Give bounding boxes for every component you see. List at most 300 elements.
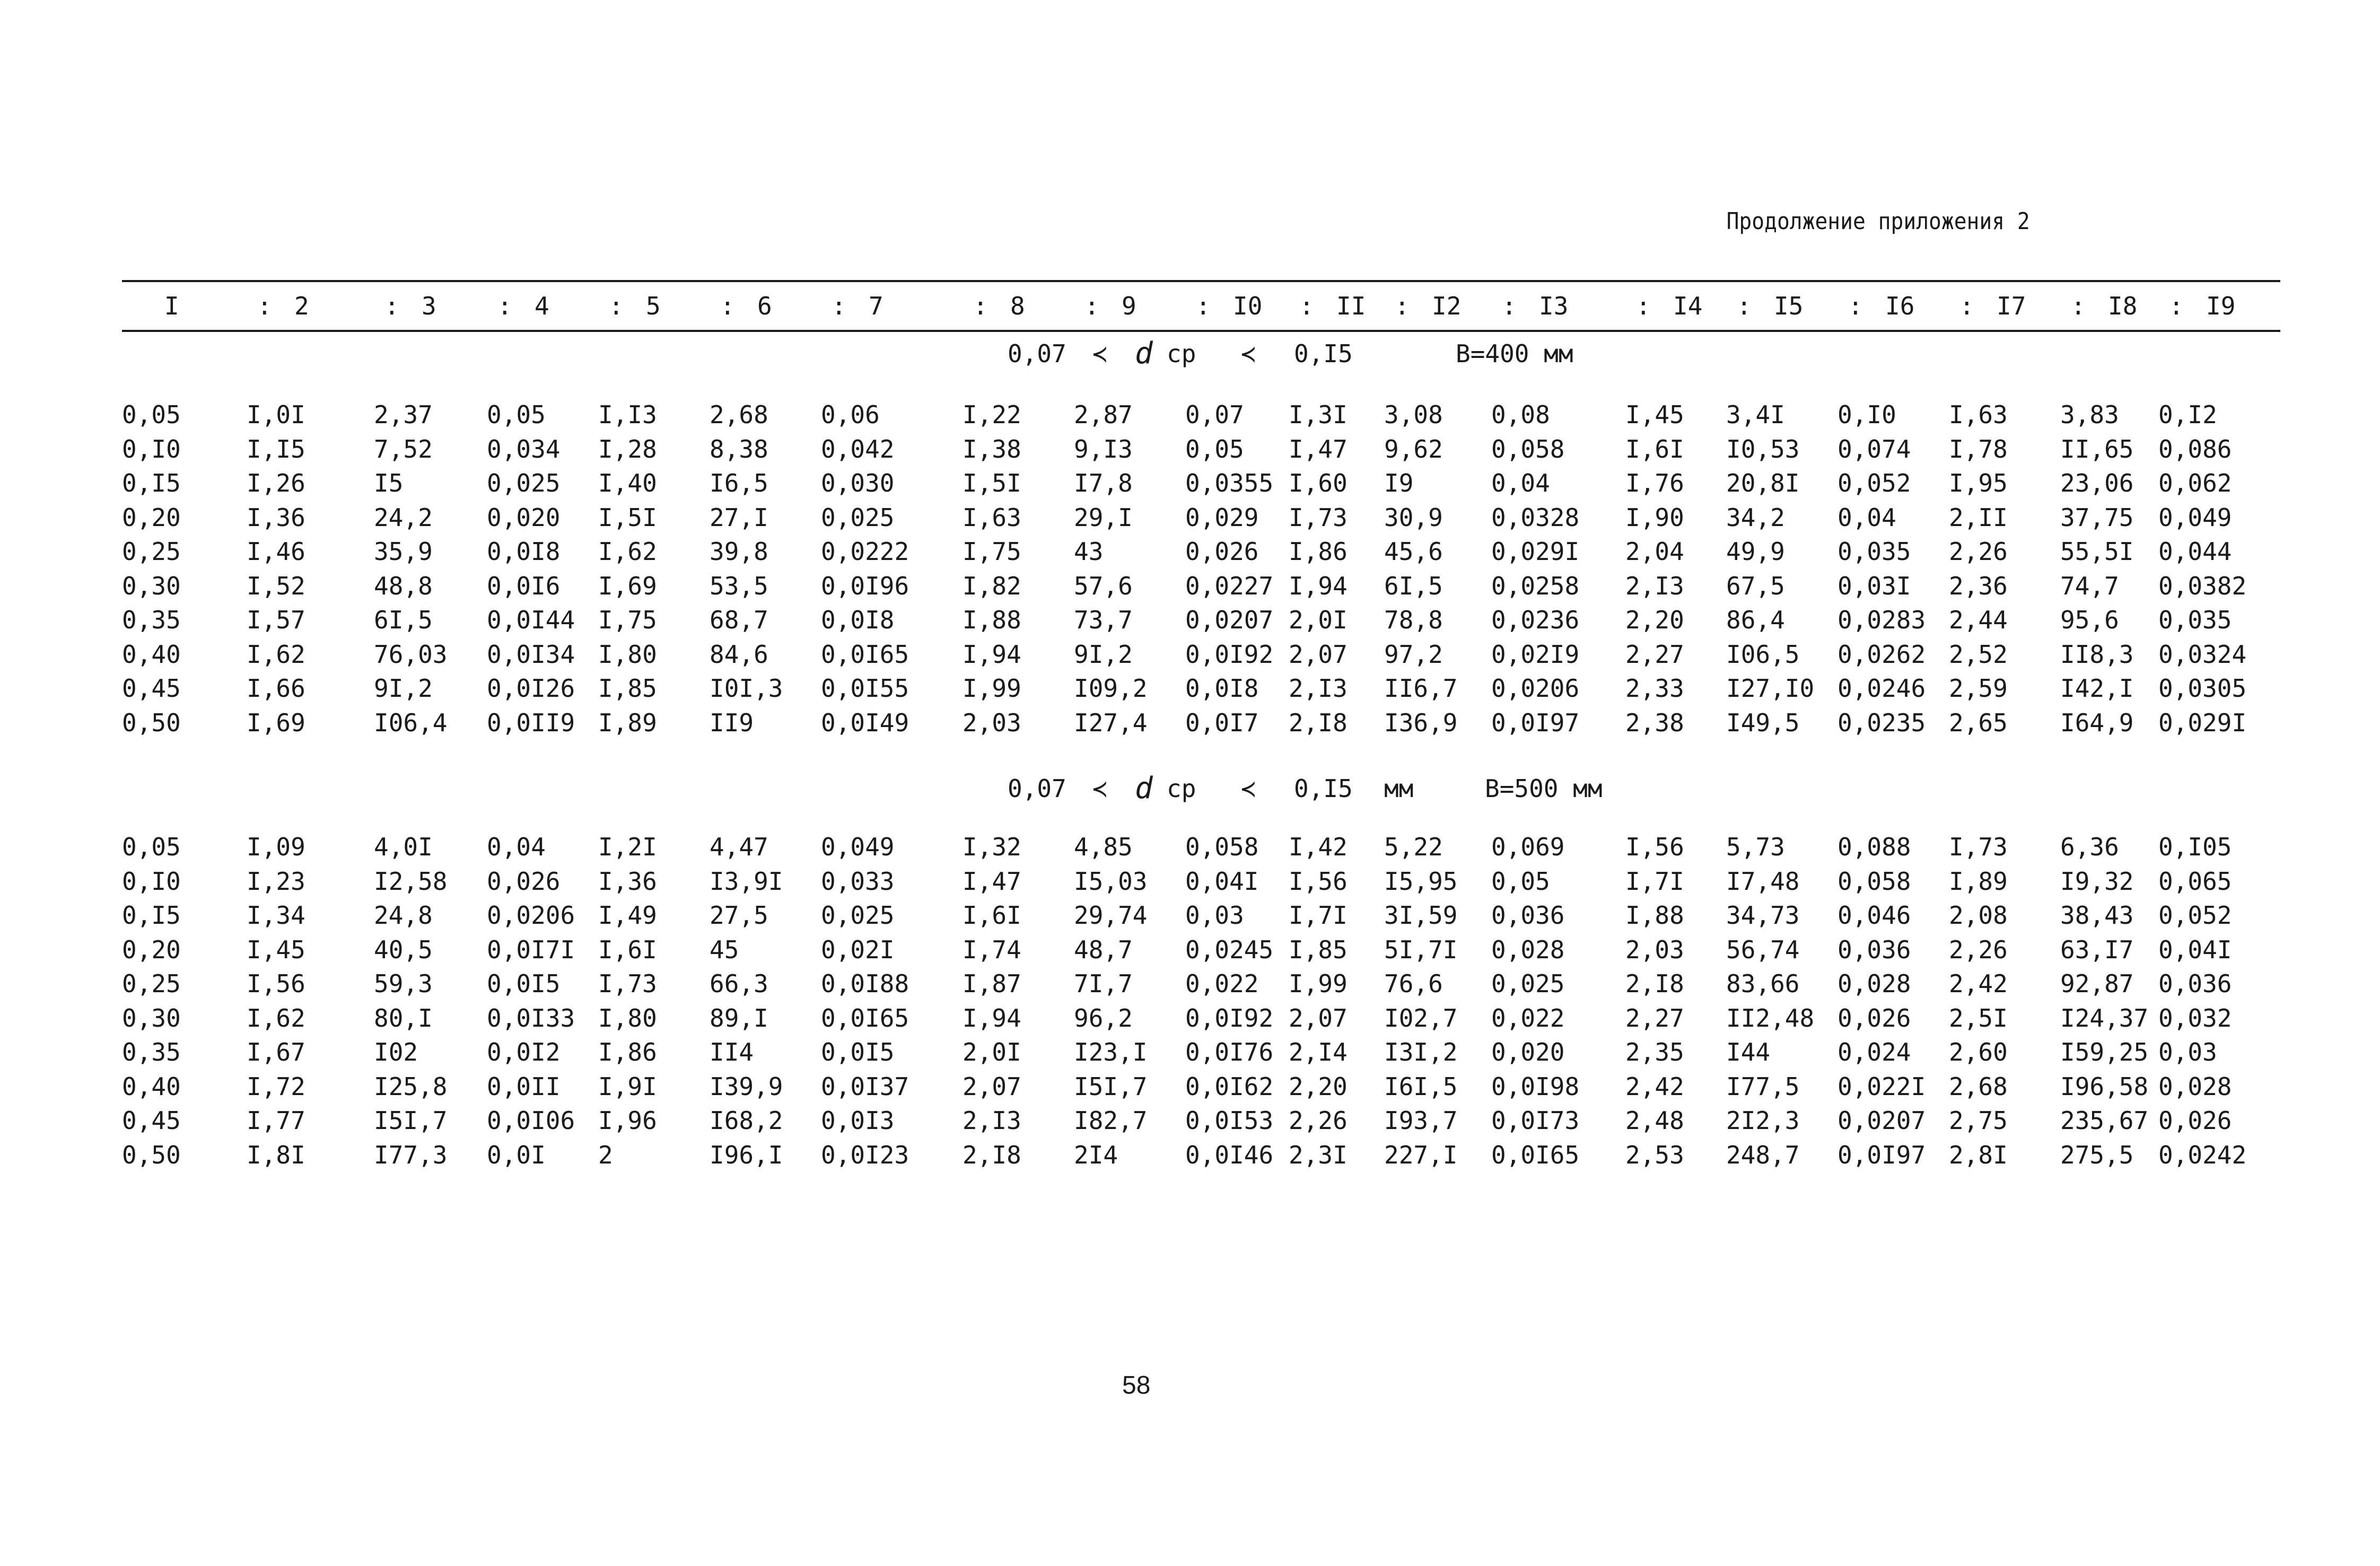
range-high: 0,I5 (1294, 339, 1353, 368)
table-cell: I5I,7 (1074, 1072, 1148, 1101)
table-cell: I3I,2 (1384, 1038, 1458, 1066)
table-row (0, 1001, 2380, 1035)
table-cell: I,99 (1289, 969, 1348, 998)
table-cell: 0,0I2 (487, 1038, 561, 1066)
table-cell: 0,020 (487, 503, 561, 532)
table-cell: 63,I7 (2060, 935, 2134, 964)
table-cell: 40,5 (374, 935, 433, 964)
table-row (0, 637, 2380, 671)
table-cell: 2,27 (1625, 640, 1684, 669)
table-cell: I0I,3 (710, 674, 783, 703)
table-row (0, 432, 2380, 466)
table-cell: I,69 (598, 571, 657, 600)
table-cell: 2,26 (1949, 537, 2008, 566)
table-cell: 7I,7 (1074, 969, 1133, 998)
table-cell: I,I5 (247, 434, 305, 463)
table-cell: I23,I (1074, 1038, 1148, 1066)
table-cell: 2,07 (1289, 1003, 1348, 1033)
table-cell: I,80 (598, 1003, 657, 1033)
table-cell: I27,4 (1074, 708, 1148, 737)
table-cell: I,57 (247, 606, 305, 634)
table-cell: I9,32 (2060, 867, 2134, 896)
table-cell: 0,0258 (1491, 571, 1580, 600)
table-cell: 0,0I53 (1185, 1106, 1274, 1135)
column-header-1: I (164, 292, 179, 320)
table-cell: 0,0I5 (487, 969, 561, 998)
table-cell: 2,I4 (1289, 1038, 1348, 1066)
table-row (0, 898, 2380, 932)
b-label: B=400 мм (1456, 339, 1573, 368)
column-header-row (122, 280, 2280, 332)
table-cell: 0,035 (2158, 606, 2232, 634)
table-cell: 9I,2 (1074, 640, 1133, 669)
table-cell: 0,20 (122, 503, 181, 532)
column-header-10: I0 (1233, 292, 1263, 320)
table-cell: 0,035 (1838, 537, 1911, 566)
table-cell: I,80 (598, 640, 657, 669)
table-cell: 68,7 (710, 606, 768, 634)
table-cell: 2,0I (1289, 606, 1348, 634)
table-cell: 0,30 (122, 1003, 181, 1033)
table-cell: I44 (1726, 1038, 1771, 1066)
table-cell: I,47 (1289, 434, 1348, 463)
table-cell: 0,020 (1491, 1038, 1565, 1066)
table-cell: 2I4 (1074, 1140, 1118, 1169)
table-cell: I5,95 (1384, 867, 1458, 896)
table-cell: 0,058 (1491, 434, 1565, 463)
table-cell: 0,0I8 (1185, 674, 1259, 703)
table-cell: 0,0355 (1185, 469, 1274, 497)
table-cell: 0,03I (1838, 571, 1911, 600)
column-header-14: I4 (1673, 292, 1703, 320)
table-cell: I,22 (962, 400, 1021, 429)
column-separator: : (257, 292, 272, 320)
table-cell: I,I3 (598, 400, 657, 429)
table-cell: 37,75 (2060, 503, 2134, 532)
column-header-3: 3 (422, 292, 436, 320)
table-cell: I,6I (962, 901, 1021, 930)
table-cell: 2,75 (1949, 1106, 2008, 1135)
table-cell: 0,034 (487, 434, 561, 463)
table-cell: I9 (1384, 469, 1414, 497)
table-cell: 0,04I (2158, 935, 2232, 964)
table-cell: I,85 (598, 674, 657, 703)
table-cell: I,75 (962, 537, 1021, 566)
table-cell: 0,05 (1491, 867, 1550, 896)
table-cell: I,94 (962, 640, 1021, 669)
table-cell: 9,62 (1384, 434, 1443, 463)
column-header-19: I9 (2206, 292, 2236, 320)
table-cell: 0,I0 (122, 867, 181, 896)
table-cell: I,89 (1949, 867, 2008, 896)
table-cell: 0,030 (821, 469, 895, 497)
table-cell: 0,086 (2158, 434, 2232, 463)
table-cell: I5 (374, 469, 404, 497)
table-cell: 0,0I34 (487, 640, 575, 669)
table-cell: 2,36 (1949, 571, 2008, 600)
table-cell: 95,6 (2060, 606, 2119, 634)
table-cell: 57,6 (1074, 571, 1133, 600)
table-cell: II6,7 (1384, 674, 1458, 703)
column-separator: : (497, 292, 512, 320)
table-cell: I,2I (598, 833, 657, 861)
table-cell: 0,0207 (1185, 606, 1274, 634)
table-cell: 0,0262 (1838, 640, 1926, 669)
table-cell: 5,73 (1726, 833, 1785, 861)
table-cell: I,28 (598, 434, 657, 463)
table-cell: I64,9 (2060, 708, 2134, 737)
table-cell: I82,7 (1074, 1106, 1148, 1135)
table-cell: 0,I0 (1838, 400, 1896, 429)
table-cell: 0,022I (1838, 1072, 1926, 1101)
table-cell: I2,58 (374, 867, 448, 896)
table-cell: 0,0305 (2158, 674, 2247, 703)
table-cell: 8,38 (710, 434, 768, 463)
table-cell: 45,6 (1384, 537, 1443, 566)
table-cell: 2,0I (962, 1038, 1021, 1066)
table-cell: 0,05 (122, 400, 181, 429)
table-cell: 2,03 (1625, 935, 1684, 964)
table-cell: I,5I (962, 469, 1021, 497)
column-separator: : (1395, 292, 1410, 320)
table-cell: 0,0I6 (487, 571, 561, 600)
table-cell: 0,025 (821, 503, 895, 532)
table-cell: I,88 (962, 606, 1021, 634)
column-separator: : (973, 292, 988, 320)
table-cell: I,09 (247, 833, 305, 861)
table-cell: 76,03 (374, 640, 448, 669)
table-cell: 0,0I65 (821, 1003, 909, 1033)
table-cell: 6I,5 (1384, 571, 1443, 600)
table-cell: 0,08 (1491, 400, 1550, 429)
table-cell: I,87 (962, 969, 1021, 998)
table-cell: I0,53 (1726, 434, 1800, 463)
table-cell: 66,3 (710, 969, 768, 998)
table-cell: 0,05 (487, 400, 546, 429)
table-cell: 2,20 (1625, 606, 1684, 634)
table-cell: 2,I8 (962, 1140, 1021, 1169)
table-cell: 2,68 (710, 400, 768, 429)
table-row (0, 671, 2380, 705)
table-cell: 0,022 (1185, 969, 1259, 998)
table-row (0, 706, 2380, 740)
symbol-d: d (1135, 771, 1153, 806)
table-cell: 67,5 (1726, 571, 1785, 600)
table-cell: 0,I2 (2158, 400, 2217, 429)
table-cell: I,36 (247, 503, 305, 532)
column-header-11: II (1336, 292, 1366, 320)
table-cell: I,26 (247, 469, 305, 497)
table-row (0, 1070, 2380, 1104)
table-cell: I,45 (1625, 400, 1684, 429)
table-cell: 0,036 (1838, 935, 1911, 964)
table-row (0, 1035, 2380, 1069)
table-cell: 0,06 (821, 400, 880, 429)
table-cell: 0,036 (2158, 969, 2232, 998)
column-separator: : (1848, 292, 1863, 320)
table-cell: I3,9I (710, 867, 783, 896)
table-cell: 0,0207 (1838, 1106, 1926, 1135)
table-cell: 0,0I97 (1838, 1140, 1926, 1169)
table-cell: 0,I0 (122, 434, 181, 463)
table-cell: I,88 (1625, 901, 1684, 930)
table-cell: 2,37 (374, 400, 433, 429)
table-cell: 0,052 (1838, 469, 1911, 497)
table-cell: 0,026 (2158, 1106, 2232, 1135)
table-cell: 86,4 (1726, 606, 1785, 634)
table-cell: 97,2 (1384, 640, 1443, 669)
table-row (0, 830, 2380, 864)
table-cell: 0,025 (487, 469, 561, 497)
table-cell: 0,049 (821, 833, 895, 861)
column-header-7: 7 (869, 292, 883, 320)
table-cell: II2,48 (1726, 1003, 1815, 1033)
table-cell: 56,74 (1726, 935, 1800, 964)
table-cell: 0,0382 (2158, 571, 2247, 600)
table-cell: I,0I (247, 400, 305, 429)
table-cell: 0,0I8 (487, 537, 561, 566)
column-separator: : (1299, 292, 1314, 320)
table-cell: 0,025 (821, 901, 895, 930)
table-cell: 0,04 (487, 833, 546, 861)
table-cell: 0,0I8 (821, 606, 895, 634)
table-cell: 0,025 (1491, 969, 1565, 998)
table-cell: 2,42 (1949, 969, 2008, 998)
table-cell: I96,I (710, 1140, 783, 1169)
table-cell: 2,48 (1625, 1106, 1684, 1135)
table-cell: I,62 (247, 640, 305, 669)
table-cell: 0,028 (2158, 1072, 2232, 1101)
table-cell: I,82 (962, 571, 1021, 600)
page-number: 58 (1122, 1371, 1151, 1399)
table-cell: 0,20 (122, 935, 181, 964)
table-cell: I,89 (598, 708, 657, 737)
table-cell: 0,0I37 (821, 1072, 909, 1101)
table-cell: I,77 (247, 1106, 305, 1135)
column-header-12: I2 (1432, 292, 1462, 320)
column-separator: : (1196, 292, 1211, 320)
table-cell: 0,0246 (1838, 674, 1926, 703)
table-cell: 0,0236 (1491, 606, 1580, 634)
table-cell: 2,3I (1289, 1140, 1348, 1169)
table-cell: 96,2 (1074, 1003, 1133, 1033)
range-low: 0,07 (1008, 339, 1066, 368)
table-cell: 73,7 (1074, 606, 1133, 634)
table-cell: 34,73 (1726, 901, 1800, 930)
table-cell: I,40 (598, 469, 657, 497)
table-cell: 0,05 (1185, 434, 1244, 463)
table-cell: I27,I0 (1726, 674, 1815, 703)
less-than-sign: ≺ (1241, 774, 1256, 803)
table-cell: I96,58 (2060, 1072, 2149, 1101)
table-cell: 0,0328 (1491, 503, 1580, 532)
table-cell: I5I,7 (374, 1106, 448, 1135)
table-cell: 30,9 (1384, 503, 1443, 532)
table-cell: 9I,2 (374, 674, 433, 703)
table-cell: 55,5I (2060, 537, 2134, 566)
less-than-sign: ≺ (1241, 339, 1256, 368)
table-cell: 24,8 (374, 901, 433, 930)
column-header-15: I5 (1774, 292, 1804, 320)
table-cell: 0,033 (821, 867, 895, 896)
table-cell: 2,07 (962, 1072, 1021, 1101)
table-cell: 0,0I55 (821, 674, 909, 703)
table-cell: I6,5 (710, 469, 768, 497)
table-cell: I59,25 (2060, 1038, 2149, 1066)
table-cell: 0,0324 (2158, 640, 2247, 669)
table-cell: I,38 (962, 434, 1021, 463)
table-cell: 84,6 (710, 640, 768, 669)
table-cell: I,67 (247, 1038, 305, 1066)
table-cell: 5,22 (1384, 833, 1443, 861)
table-cell: 0,04 (1491, 469, 1550, 497)
column-header-4: 4 (535, 292, 549, 320)
table-cell: I7,8 (1074, 469, 1133, 497)
table-cell: 0,0283 (1838, 606, 1926, 634)
table-cell: I,36 (598, 867, 657, 896)
table-cell: 0,0206 (1491, 674, 1580, 703)
table-cell: 0,022 (1491, 1003, 1565, 1033)
table-cell: 0,0I3 (821, 1106, 895, 1135)
table-cell: 248,7 (1726, 1140, 1800, 1169)
table-row (0, 1138, 2380, 1172)
table-cell: 0,029I (2158, 708, 2247, 737)
table-cell: 2,44 (1949, 606, 2008, 634)
table-cell: 0,026 (1838, 1003, 1911, 1033)
table-cell: I,6I (598, 935, 657, 964)
table-cell: I,62 (247, 1003, 305, 1033)
table-cell: 2,I3 (962, 1106, 1021, 1135)
column-separator: : (1084, 292, 1099, 320)
range-low: 0,07 (1008, 774, 1066, 803)
table-cell: 0,0I65 (1491, 1140, 1580, 1169)
column-separator: : (832, 292, 846, 320)
table-cell: 0,0245 (1185, 935, 1274, 964)
unit: мм (1384, 774, 1414, 803)
table-cell: 0,0222 (821, 537, 909, 566)
table-cell: 0,50 (122, 708, 181, 737)
column-header-5: 5 (646, 292, 661, 320)
table-cell: 0,25 (122, 537, 181, 566)
table-cell: I06,4 (374, 708, 448, 737)
table-cell: 0,0I46 (1185, 1140, 1274, 1169)
table-cell: 0,042 (821, 434, 895, 463)
table-cell: 48,8 (374, 571, 433, 600)
table-cell: 3,08 (1384, 400, 1443, 429)
symbol-subscript: ср (1167, 774, 1196, 803)
column-separator: : (1959, 292, 1974, 320)
table-cell: 0,0I49 (821, 708, 909, 737)
table-cell: I,86 (1289, 537, 1348, 566)
less-than-sign: ≺ (1092, 774, 1107, 803)
table-cell: 0,0I06 (487, 1106, 575, 1135)
table-cell: 2,53 (1625, 1140, 1684, 1169)
table-cell: I49,5 (1726, 708, 1800, 737)
table-cell: 0,45 (122, 1106, 181, 1135)
table-cell: 6,36 (2060, 833, 2119, 861)
column-header-16: I6 (1885, 292, 1915, 320)
table-cell: I,75 (598, 606, 657, 634)
table-cell: 80,I (374, 1003, 433, 1033)
table-cell: 0,0I7 (1185, 708, 1259, 737)
table-cell: 29,I (1074, 503, 1133, 532)
table-cell: 0,024 (1838, 1038, 1911, 1066)
table-cell: 38,43 (2060, 901, 2134, 930)
table-cell: 2,60 (1949, 1038, 2008, 1066)
table-cell: 0,45 (122, 674, 181, 703)
table-cell: I,66 (247, 674, 305, 703)
table-cell: 76,6 (1384, 969, 1443, 998)
table-cell: 23,06 (2060, 469, 2134, 497)
table-cell: 2,I3 (1625, 571, 1684, 600)
table-row (0, 967, 2380, 1001)
table-row (0, 535, 2380, 568)
symbol-d: d (1135, 336, 1153, 371)
table-cell: 9,I3 (1074, 434, 1133, 463)
table-cell: I25,8 (374, 1072, 448, 1101)
table-cell: 0,0I62 (1185, 1072, 1274, 1101)
range-high: 0,I5 (1294, 774, 1353, 803)
table-cell: I,63 (962, 503, 1021, 532)
table-cell: 0,052 (2158, 901, 2232, 930)
table-cell: 35,9 (374, 537, 433, 566)
table-cell: I,56 (247, 969, 305, 998)
table-cell: 29,74 (1074, 901, 1148, 930)
table-cell: 48,7 (1074, 935, 1133, 964)
table-cell: II9 (710, 708, 754, 737)
table-cell: 0,028 (1838, 969, 1911, 998)
column-separator: : (1636, 292, 1651, 320)
table-cell: I,60 (1289, 469, 1348, 497)
table-cell: I06,5 (1726, 640, 1800, 669)
table-cell: I,73 (598, 969, 657, 998)
table-cell: 0,044 (2158, 537, 2232, 566)
table-cell: I6I,5 (1384, 1072, 1458, 1101)
table-cell: 0,40 (122, 1072, 181, 1101)
table-cell: I,8I (247, 1140, 305, 1169)
table-cell: 2,52 (1949, 640, 2008, 669)
table-cell: I,90 (1625, 503, 1684, 532)
table-cell: 0,0I65 (821, 640, 909, 669)
less-than-sign: ≺ (1092, 339, 1107, 368)
column-header-17: I7 (1997, 292, 2026, 320)
table-cell: I,56 (1289, 867, 1348, 896)
table-cell: I,34 (247, 901, 305, 930)
table-cell: 34,2 (1726, 503, 1785, 532)
table-cell: I,96 (598, 1106, 657, 1135)
table-cell: 0,50 (122, 1140, 181, 1169)
table-cell: I,23 (247, 867, 305, 896)
table-cell: 0,049 (2158, 503, 2232, 532)
table-cell: I,6I (1625, 434, 1684, 463)
column-header-13: I3 (1539, 292, 1569, 320)
table-cell: 0,25 (122, 969, 181, 998)
table-cell: 0,I5 (122, 901, 181, 930)
table-cell: 92,87 (2060, 969, 2134, 998)
table-cell: 0,05 (122, 833, 181, 861)
table-cell: I,72 (247, 1072, 305, 1101)
table-cell: 0,036 (1491, 901, 1565, 930)
table-cell: I,94 (962, 1003, 1021, 1033)
column-separator: : (720, 292, 735, 320)
table-cell: I5,03 (1074, 867, 1148, 896)
table-cell: 235,67 (2060, 1106, 2149, 1135)
table-row (0, 933, 2380, 967)
table-cell: 2 (598, 1140, 613, 1169)
table-cell: 0,I5 (122, 469, 181, 497)
table-cell: 0,026 (487, 867, 561, 896)
table-cell: 0,0227 (1185, 571, 1274, 600)
